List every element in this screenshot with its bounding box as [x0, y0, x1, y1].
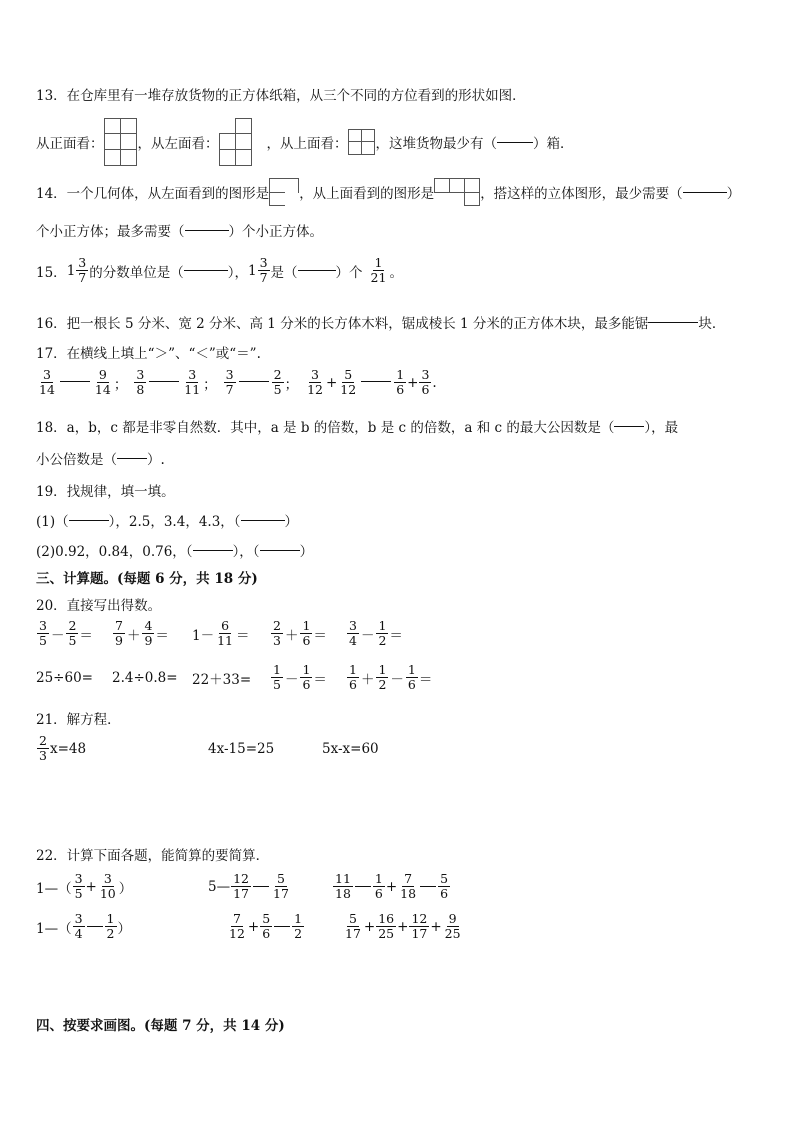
front-view-figure — [104, 118, 138, 166]
q14-line1: 14．一个几何体，从左面看到的图形是 ，从上面看到的图形是 ，搭这样的立体图形，最少需要（ ） — [36, 178, 740, 206]
q14-line2: 个小正方体；最多需要（ ）个小正方体。 — [36, 224, 323, 240]
q19-line1: (1)（ ），2.5，3.4，4.3，（ ） — [36, 514, 299, 530]
q13-text: 13．在仓库里有一堆存放货物的正方体纸箱，从三个不同的方位看到的形状如图． — [36, 88, 526, 104]
q17-items: $\frac{3}{14}$ $\frac{9}{14}$ ； $\frac{3}{8}$ $\frac{3}{11}$ ； $\frac{3}{7}$ $\frac{2}{5}$ ； $\frac{3}{12}$ + $\frac{5}{12}$ $\frac{1}{6}$ + $\frac{3}{6}$ . — [39, 367, 437, 398]
q14-min-blank[interactable] — [683, 192, 727, 193]
compare-blank[interactable] — [149, 381, 179, 382]
q22-title: 22．计算下面各题，能简算的要简算． — [36, 848, 270, 864]
q15-blank-2[interactable] — [298, 270, 336, 271]
q13-answer-blank[interactable] — [497, 142, 533, 143]
compare-blank[interactable] — [361, 381, 391, 382]
q19-blank-2[interactable] — [241, 520, 285, 521]
q20-title: 20．直接写出得数。 — [36, 598, 162, 614]
compare-blank[interactable] — [239, 381, 269, 382]
q15-blank-1[interactable] — [184, 270, 228, 271]
q18-line1: 18．a，b，c 都是非零自然数．其中，a 是 b 的倍数，b 是 c 的倍数，a 和 c 的最大公因数是（ ），最 — [36, 420, 679, 436]
top-view-figure — [348, 129, 376, 155]
q16-blank[interactable] — [648, 322, 698, 323]
q18-lcm-blank[interactable] — [117, 458, 147, 459]
q14-top-view-figure — [434, 178, 480, 206]
q21-equations: $\frac{2}{3}$ x=48 4x-15=25 5x-x=60 — [39, 733, 379, 764]
q19-title: 19．找规律，填一填。 — [36, 484, 175, 500]
compare-blank[interactable] — [60, 381, 90, 382]
q19-blank-3[interactable] — [193, 550, 233, 551]
q20-row2: 25÷60= 2.4÷0.8= 22＋33= $\frac{1}{5}$ － $\frac{1}{6}$ ＝ $\frac{1}{6}$ ＋ $\frac{1}{2}$ － $\frac{1}{6}$ ＝ — [36, 662, 433, 693]
q14-left-view-figure — [269, 178, 299, 206]
left-view-figure — [219, 118, 253, 166]
q17-title: 17．在横线上填上“＞”、“＜”或“＝”. — [36, 346, 261, 362]
q13-views: 从正面看： ，从左面看： ，从上面看： ，这堆货物最少有（ ）箱． — [36, 118, 574, 166]
q19-blank-1[interactable] — [69, 520, 109, 521]
section-3-heading: 三、计算题。(每题 6 分，共 18 分) — [36, 571, 258, 587]
q20-row1: $\frac{3}{5}$ － $\frac{2}{5}$ ＝ $\frac{7}{9}$ ＋ $\frac{4}{9}$ ＝ 1－ $\frac{6}{11}$ ＝ $\frac{2}{3}$ ＋ $\frac{1}{6}$ ＝ $\frac{3}{4}$ － $\frac{1}{2}$ ＝ — [39, 618, 403, 649]
q14-max-blank[interactable] — [185, 230, 229, 231]
q15: 15． 1 $\frac{3}{7}$ 的分数单位是（ ）， 1 $\frac{3}{7}$ 是（ ）个 $\frac{1}{21}$ 。 — [36, 255, 403, 286]
mixed-number: 1 $\frac{3}{7}$ — [66, 255, 87, 286]
section-4-heading: 四、按要求画图。(每题 7 分，共 14 分) — [36, 1018, 285, 1034]
q22-row1: 1—（ $\frac{3}{5}$ + $\frac{3}{10}$ ） 5— $\frac{12}{17}$ $\frac{5}{17}$ $\frac{11}{18}$ $\frac{1}{6}$ + $\frac{7}{18}$ $\frac{5}{6}$ — [36, 871, 449, 902]
q16: 16．把一根长 5 分米、宽 2 分米、高 1 分米的长方体木料，锯成棱长 1 分米的正方体木块，最多能锯 块． — [36, 316, 726, 332]
q18-gcd-blank[interactable] — [614, 426, 644, 427]
q21-title: 21．解方程． — [36, 712, 121, 728]
q19-blank-4[interactable] — [260, 550, 300, 551]
q22-row2: 1—（ $\frac{3}{4}$ $\frac{1}{2}$ ） $\frac{7}{12}$ + $\frac{5}{6}$ $\frac{1}{2}$ $\frac{5}{17}$ + $\frac{16}{25}$ + $\frac{12}{17}$ + $\frac{9}{25}$ — [36, 911, 461, 942]
mixed-number: 1 $\frac{3}{7}$ — [247, 255, 268, 286]
q18-line2: 小公倍数是（ ）. — [36, 452, 165, 468]
q19-line2: (2)0.92，0.84，0.76，（ ），（ ） — [36, 544, 314, 560]
